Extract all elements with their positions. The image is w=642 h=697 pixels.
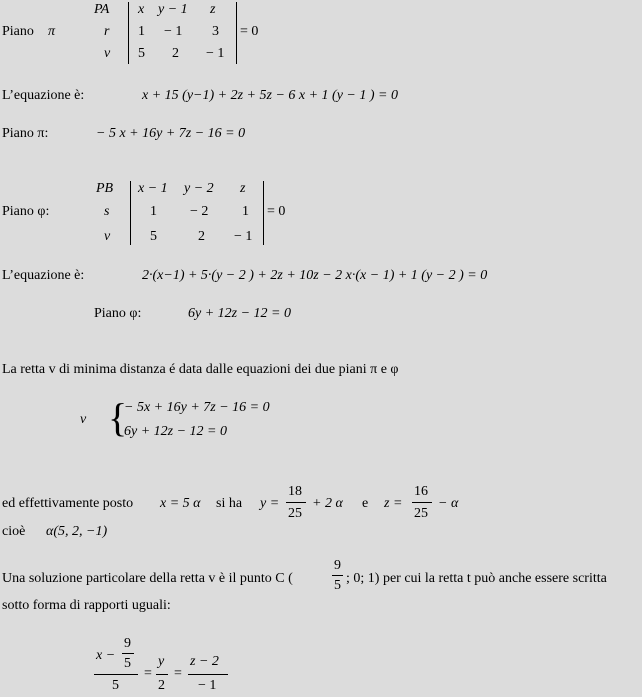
equals-zero: = 0 [240, 24, 259, 39]
left-brace: { [108, 395, 128, 440]
matrix-cell: PB [96, 181, 114, 196]
fraction-bar [156, 674, 168, 675]
matrix-cell: PA [94, 2, 110, 17]
system-equation-1: − 5x + 16y + 7z − 16 = 0 [124, 400, 270, 415]
equals: = [144, 666, 152, 681]
text: Una soluzione particolare della retta v è il punto C ( [2, 571, 293, 586]
plane-phi-label: Piano φ: [94, 306, 142, 321]
text: ed effettivamente posto [2, 496, 134, 511]
text: sotto forma di rapporti uguali: [2, 598, 171, 613]
direction-vector: α(5, 2, −1) [46, 524, 108, 539]
matrix-cell: 3 [212, 24, 219, 39]
denominator: 5 [112, 678, 119, 693]
text: cioè [2, 524, 26, 539]
matrix-cell: y − 1 [158, 2, 188, 17]
fraction-bar [286, 502, 306, 503]
pi-symbol: π [48, 24, 56, 39]
fraction-numerator: 16 [414, 484, 428, 499]
equation-expression: 2·(x−1) + 5·(y − 2 ) + 2z + 10z − 2 x·(x − 1) + 1 (y − 2 ) = 0 [142, 268, 488, 283]
x-param: x = 5 α [160, 496, 201, 511]
fraction-denominator: 25 [288, 506, 302, 521]
text: ; 0; 1) per cui la retta t può anche essere scritta [346, 571, 607, 586]
fraction-denominator: 25 [414, 506, 428, 521]
fraction-numerator: 18 [288, 484, 302, 499]
x-minus: x − [96, 648, 116, 663]
numerator: y [158, 654, 165, 669]
numerator: z − 2 [190, 654, 219, 669]
equation-label: L’equazione è: [2, 268, 85, 283]
matrix-cell: r [104, 24, 110, 39]
system-equation-2: 6y + 12z − 12 = 0 [124, 424, 228, 439]
equation-expression: x + 15 (y−1) + 2z + 5z − 6 x + 1 (y − 1 ) = 0 [142, 88, 398, 103]
matrix-cell: − 1 [206, 46, 225, 61]
plane-pi-equation: − 5 x + 16y + 7z − 16 = 0 [96, 126, 246, 141]
fraction-bar [332, 575, 343, 576]
piano-label: Piano [2, 24, 34, 39]
denominator: 2 [158, 678, 165, 693]
matrix-cell: − 2 [190, 204, 209, 219]
matrix-cell: 5 [150, 229, 157, 244]
matrix-cell: v [104, 46, 111, 61]
fraction-bar [412, 502, 432, 503]
y-label: y = [260, 496, 280, 511]
z-param: − α [438, 496, 459, 511]
matrix-cell: 1 [138, 24, 145, 39]
determinant-bar-left [128, 2, 129, 64]
matrix-cell: 2 [172, 46, 179, 61]
sentence-retta: La retta v di minima distanza é data dalle equazioni dei due piani π e φ [2, 362, 399, 377]
matrix-cell: x [138, 2, 145, 17]
inner-fraction-bar [122, 653, 134, 654]
equals-zero: = 0 [267, 204, 286, 219]
determinant-bar-right [263, 181, 264, 245]
plane-phi-equation: 6y + 12z − 12 = 0 [188, 306, 292, 321]
fraction-denominator: 5 [334, 578, 341, 593]
matrix-cell: − 1 [164, 24, 183, 39]
y-param: + 2 α [312, 496, 343, 511]
line-v-label: v [80, 412, 87, 427]
matrix-cell: − 1 [234, 229, 253, 244]
equation-label: L’equazione è: [2, 88, 85, 103]
text: e [362, 496, 369, 511]
equals: = [174, 666, 182, 681]
denominator: − 1 [198, 678, 217, 693]
fraction-bar [94, 674, 138, 675]
fraction-bar [188, 674, 228, 675]
determinant-bar-left [130, 181, 131, 245]
inner-numerator: 9 [124, 636, 131, 651]
piano-phi-label: Piano φ: [2, 204, 50, 219]
determinant-bar-right [236, 2, 237, 64]
matrix-cell: 1 [242, 204, 249, 219]
plane-pi-label: Piano π: [2, 126, 49, 141]
matrix-cell: 5 [138, 46, 145, 61]
matrix-cell: z [210, 2, 216, 17]
z-label: z = [384, 496, 403, 511]
fraction-numerator: 9 [334, 558, 341, 573]
matrix-cell: 2 [198, 229, 205, 244]
matrix-cell: s [104, 204, 110, 219]
text: si ha [216, 496, 243, 511]
inner-denominator: 5 [124, 656, 131, 671]
matrix-cell: z [240, 181, 246, 196]
matrix-cell: v [104, 229, 111, 244]
matrix-cell: x − 1 [138, 181, 168, 196]
matrix-cell: y − 2 [184, 181, 214, 196]
matrix-cell: 1 [150, 204, 157, 219]
